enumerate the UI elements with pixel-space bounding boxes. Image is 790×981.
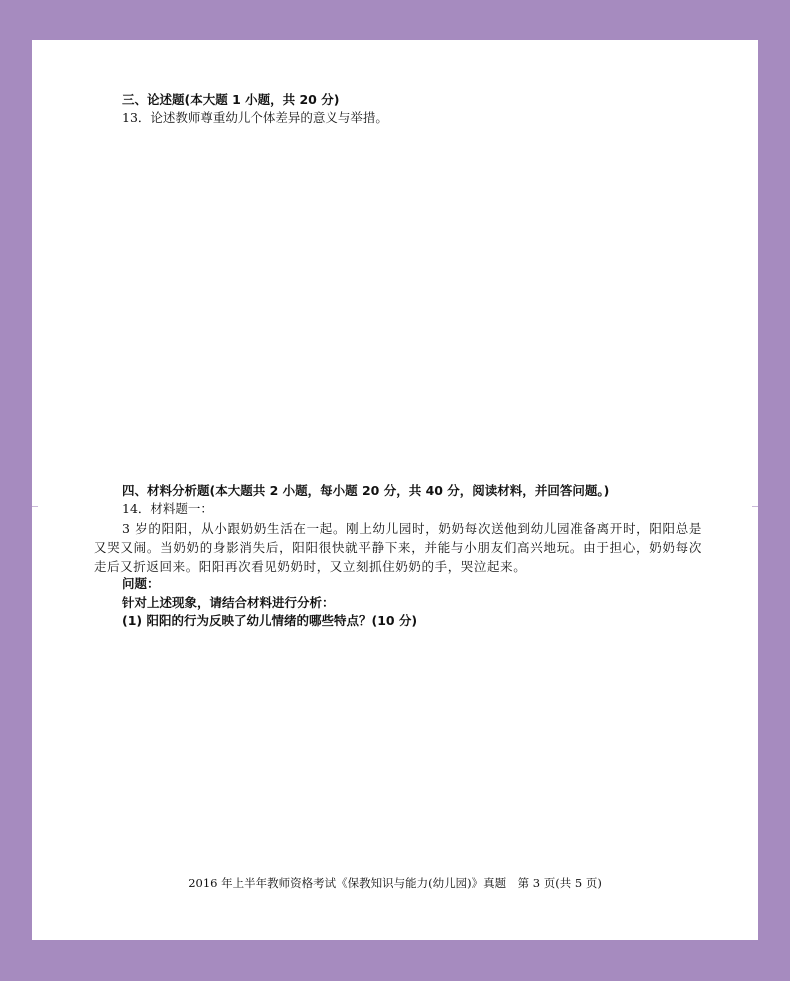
question-label: 问题： xyxy=(122,576,160,591)
question-13: 13．论述教师尊重幼儿个体差异的意义与举措。 xyxy=(122,110,388,125)
question-14-title: 14．材料题一： xyxy=(122,501,213,516)
margin-tick-right xyxy=(752,506,758,507)
section-3-heading: 三、论述题(本大题 1 小题，共 20 分) xyxy=(122,92,340,107)
analysis-instruction: 针对上述现象，请结合材料进行分析： xyxy=(122,595,335,610)
section-4-heading: 四、材料分析题(本大题共 2 小题，每小题 20 分，共 40 分，阅读材料，并回答问题。) xyxy=(122,483,610,498)
exam-page xyxy=(32,40,758,940)
page-footer: 2016 年上半年教师资格考试《保教知识与能力(幼儿园)》真题 第 3 页(共 5 页) xyxy=(188,876,602,890)
material-paragraph: 3 岁的阳阳，从小跟奶奶生活在一起。刚上幼儿园时，奶奶每次送他到幼儿园准备离开时，阳阳总是又哭又闹。当奶奶的身影消失后，阳阳很快就平静下来，并能与小朋友们高兴地玩。由于担心，奶奶每次走后又折返回来。阳阳再次看见奶奶时，又立刻抓住奶奶的手，哭泣起来。 xyxy=(94,521,702,574)
sub-question-1: (1) 阳阳的行为反映了幼儿情绪的哪些特点？(10 分) xyxy=(122,613,418,628)
margin-tick-left xyxy=(32,506,38,507)
